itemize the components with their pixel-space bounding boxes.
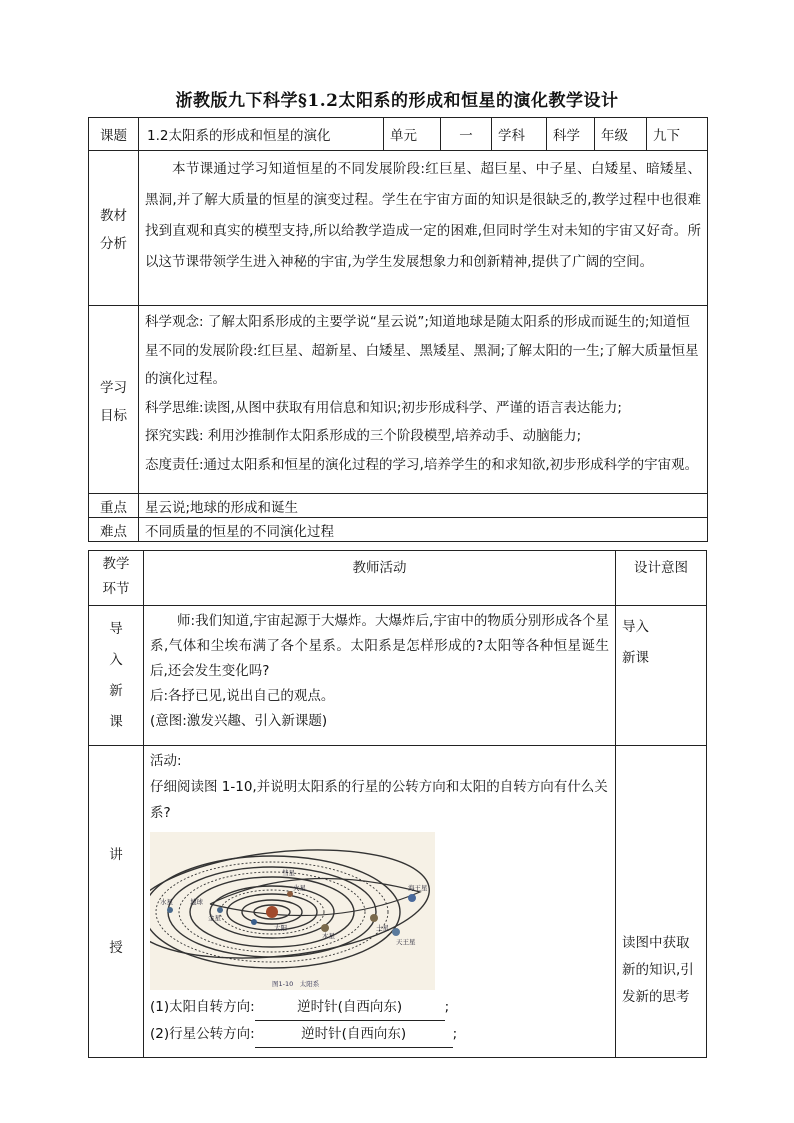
lecture-intent <box>616 746 707 1058</box>
key-point-text: 星云说;地球的形成和诞生 <box>139 494 708 518</box>
intro-label-2: 入 <box>109 651 123 668</box>
solar-system-diagram <box>150 832 435 990</box>
intro-label-3: 新 <box>109 682 123 699</box>
process-header-activity: 教师活动 <box>144 551 616 606</box>
intro-label-4: 课 <box>109 713 123 730</box>
question-1-end: ; <box>444 999 450 1015</box>
intro-content <box>144 606 616 746</box>
activity-question: 仔细阅读图 1-10,并说明太阳系的行星的公转方向和太阳的自转方向有什么关系? <box>150 779 608 821</box>
process-table <box>88 550 707 1058</box>
key-point-label: 重点 <box>89 494 139 518</box>
goal-attitude: 态度责任:通过太阳系和恒星的演化过程的学习,培养学生的和求知欲,初步形成科学的宇宙观。 <box>145 456 699 473</box>
process-header-step <box>89 551 144 606</box>
goal-concept: 科学观念: 了解太阳系形成的主要学说“星云说”;知道地球是随太阳系的形成而诞生的;知道恒星不同的发展阶段:红巨星、超新星、白矮星、黑矮星、黑洞;了解太阳的一生;了解大质量恒星的演化过程。 <box>145 314 699 387</box>
analysis-label <box>89 151 139 306</box>
unit-label: 单元 <box>384 118 441 151</box>
goal-thinking: 科学思维:读图,从图中获取有用信息和知识;初步形成科学、严谨的语言表达能力; <box>145 399 622 416</box>
solar-system-figure <box>150 832 435 990</box>
lecture-label-2: 授 <box>109 939 123 956</box>
intro-intent-note: (意图:激发兴趣、引入新课题) <box>150 713 328 729</box>
info-table <box>88 117 708 542</box>
topic-value: 1.2太阳系的形成和恒星的演化 <box>139 118 384 151</box>
intro-label-1: 导 <box>109 620 123 637</box>
process-header-step-1: 教学 <box>102 556 130 572</box>
analysis-text: 本节课通过学习知道恒星的不同发展阶段:红巨星、超巨星、中子星、白矮星、暗矮星、黑洞,并了解大质量的恒星的演变过程。学生在宇宙方面的知识是很缺乏的,教学过程中也很难找到直观和真实的模型支持,所以给教学造成一定的困难,但同时学生对未知的宇宙又好奇。所以这节课带领学生进入神秘的宇宙,为学生发展想象力和创新精神,提供了广阔的空间。 <box>145 161 701 270</box>
intro-label <box>89 606 144 746</box>
goal-practice: 探究实践: 利用沙推制作太阳系形成的三个阶段模型,培养动手、动脑能力; <box>145 428 582 444</box>
lecture-intent-text: 读图中获取新的知识,引发新的思考 <box>622 935 694 1005</box>
question-1 <box>150 994 609 1021</box>
analysis-label-2: 分析 <box>100 236 127 252</box>
intro-intent-1: 导入 <box>622 619 649 635</box>
lecture-label <box>89 746 144 1058</box>
goals-label-2: 目标 <box>100 407 127 424</box>
goals-label-1: 学习 <box>100 379 127 396</box>
question-2 <box>150 1021 609 1048</box>
grade-value: 九下 <box>647 118 708 151</box>
label-earth: 地球 <box>190 898 203 906</box>
process-header-intent: 设计意图 <box>616 551 707 606</box>
label-mars: 火星 <box>293 884 306 892</box>
analysis-content <box>139 151 708 306</box>
lecture-label-1: 讲 <box>109 846 123 863</box>
label-comet: 彗星 <box>282 869 295 877</box>
intro-students: 后:各抒已见,说出自己的观点。 <box>150 688 335 704</box>
label-jupiter: 木星 <box>322 932 335 940</box>
label-mercury: 水星 <box>160 898 173 906</box>
question-1-label: (1)太阳自转方向: <box>150 999 255 1015</box>
label-uranus: 天王星 <box>396 938 416 946</box>
intro-intent-2: 新课 <box>622 650 649 666</box>
label-sun: 太阳 <box>274 924 287 932</box>
subject-value: 科学 <box>547 118 595 151</box>
lecture-content <box>144 746 616 1058</box>
subject-label: 学科 <box>492 118 547 151</box>
analysis-label-1: 教材 <box>100 208 127 224</box>
label-saturn: 土星 <box>376 924 389 932</box>
label-neptune: 海王星 <box>408 884 428 892</box>
question-2-answer: 逆时针(自西向东) <box>255 1021 453 1048</box>
process-header-step-2: 环节 <box>102 581 130 597</box>
question-2-end: ; <box>452 1026 458 1042</box>
question-2-label: (2)行星公转方向: <box>150 1026 255 1042</box>
goals-content <box>139 306 708 494</box>
intro-teacher: 师:我们知道,宇宙起源于大爆炸。大爆炸后,宇宙中的物质分别形成各个星系,气体和尘埃布满了各个星系。太阳系是怎样形成的?太阳等各种恒星诞生后,还会发生变化吗? <box>150 613 609 679</box>
question-1-answer: 逆时针(自西向东) <box>255 994 445 1021</box>
unit-value: 一 <box>441 118 492 151</box>
difficult-point-text: 不同质量的恒星的不同演化过程 <box>139 518 708 542</box>
sun-icon <box>266 906 278 918</box>
difficult-point-label: 难点 <box>89 518 139 542</box>
goals-label <box>89 306 139 494</box>
activity-label: 活动: <box>150 753 182 769</box>
label-venus: 金星 <box>208 914 221 922</box>
topic-label: 课题 <box>89 118 139 151</box>
figure-caption: 图1-10 太阳系 <box>272 980 320 988</box>
page-title: 浙教版九下科学§1.2太阳系的形成和恒星的演化教学设计 <box>175 91 619 111</box>
grade-label: 年级 <box>595 118 647 151</box>
intro-intent <box>616 606 707 746</box>
